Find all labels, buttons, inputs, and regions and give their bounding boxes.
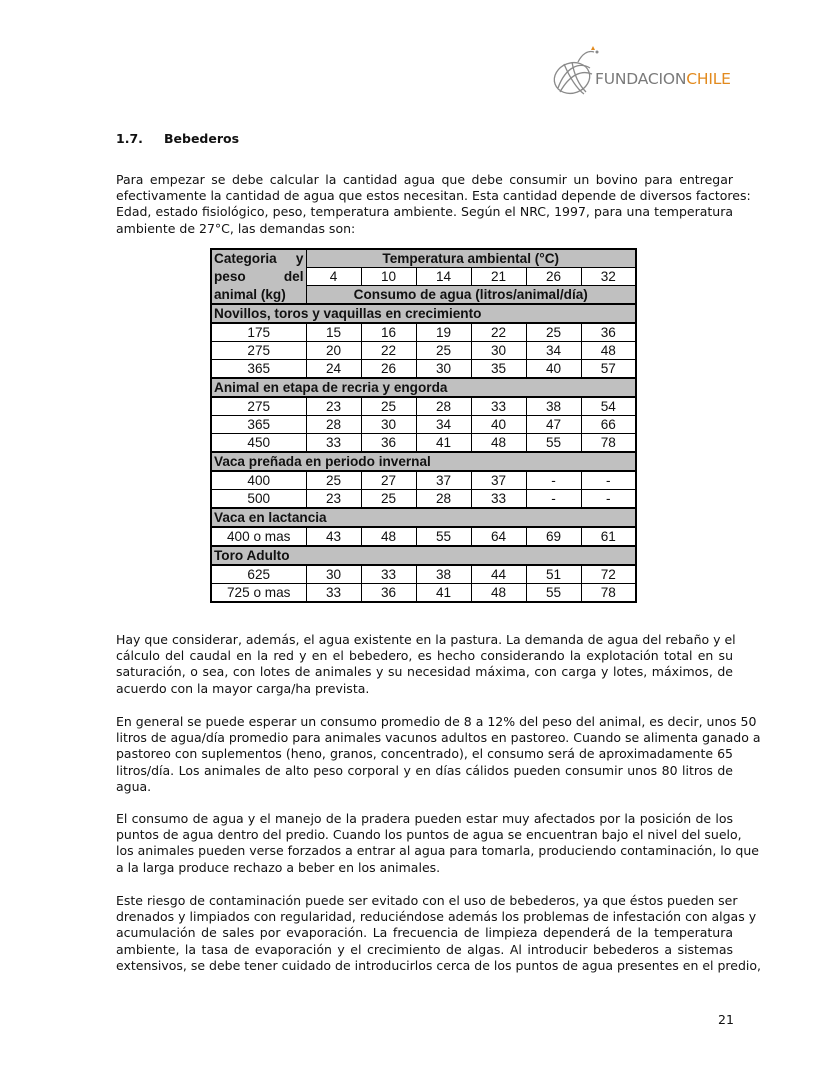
value-cell: 48	[471, 584, 526, 603]
text-line: litros/día. Los animales de alto peso corporal y en días cálidos pueden consumir unos 80 litros de	[116, 762, 733, 778]
table-label-line: animal (kg)	[211, 286, 306, 305]
temperature-cell: 14	[416, 268, 471, 286]
table-row	[211, 527, 636, 546]
text-line: los animales pueden verse forzados a entrar al agua para tomarla, produciendo contaminación, lo que	[116, 843, 759, 859]
text-line: drenados y limpiados con regularidad, reduciéndose además los problemas de infestación con algas y	[116, 909, 757, 925]
text-line: puntos de agua dentro del predio. Cuando los puntos de agua se encuentran bajo el nivel del suelo,	[116, 827, 742, 843]
category-row: Toro Adulto	[211, 546, 636, 565]
table-row	[211, 490, 636, 509]
value-cell: 57	[581, 360, 636, 379]
value-cell: 38	[416, 565, 471, 584]
paragraph-consumo	[116, 714, 761, 795]
weight-cell: 450	[211, 434, 306, 453]
text-line: agua.	[116, 778, 152, 794]
temperature-cell: 10	[361, 268, 416, 286]
value-cell: 55	[416, 527, 471, 546]
value-cell: 22	[471, 323, 526, 342]
value-cell: 43	[306, 527, 361, 546]
value-cell: 48	[471, 434, 526, 453]
value-cell: 33	[471, 490, 526, 509]
weight-cell: 400	[211, 471, 306, 490]
section-title: Bebederos	[164, 131, 240, 146]
text-line: saturación, o sea, con lotes de animales y su necesidad máxima, con carga y lotes, máximos, de	[116, 664, 733, 680]
temperature-cell: 32	[581, 268, 636, 286]
logo-text-fundacion: FUNDACION	[595, 70, 687, 88]
value-cell: 44	[471, 565, 526, 584]
consumption-header: Consumo de agua (litros/animal/día)	[306, 286, 636, 305]
value-cell: 28	[416, 490, 471, 509]
category-row: Animal en etapa de recria y engorda	[211, 378, 636, 397]
value-cell: 40	[526, 360, 581, 379]
value-cell: 23	[306, 490, 361, 509]
table-row	[211, 584, 636, 603]
paragraph-manejo	[116, 811, 759, 876]
value-cell: -	[581, 471, 636, 490]
value-cell: 51	[526, 565, 581, 584]
text-line: a la larga produce rechazo a beber en los animales.	[116, 859, 441, 875]
table-row	[211, 471, 636, 490]
value-cell: 30	[416, 360, 471, 379]
value-cell: 34	[526, 342, 581, 360]
weight-cell: 725 o mas	[211, 584, 306, 603]
value-cell: 33	[471, 397, 526, 416]
value-cell: 41	[416, 584, 471, 603]
value-cell: 61	[581, 527, 636, 546]
temperature-header: Temperatura ambiental (°C)	[306, 249, 636, 268]
text-line: Para empezar se debe calcular la cantidad agua que debe consumir un bovino para entregar	[116, 172, 733, 187]
value-cell: 23	[306, 397, 361, 416]
value-cell: 78	[581, 434, 636, 453]
text-line: cálculo del caudal en la red y en el bebedero, es hecho considerando la explotación total en su	[116, 648, 733, 664]
value-cell: 47	[526, 416, 581, 434]
value-cell: 25	[361, 397, 416, 416]
value-cell: 33	[306, 584, 361, 603]
section-number: 1.7.	[116, 131, 143, 146]
value-cell: 30	[471, 342, 526, 360]
text-line: acuerdo con la mayor carga/ha prevista.	[116, 680, 370, 696]
section-heading	[116, 131, 239, 146]
value-cell: 15	[306, 323, 361, 342]
table-row	[211, 416, 636, 434]
value-cell: 16	[361, 323, 416, 342]
text-line: efectivamente la cantidad de agua que estos necesitan. Esta cantidad depende de diversos factores:	[116, 188, 751, 204]
value-cell: 25	[416, 342, 471, 360]
paragraph-pastura	[116, 632, 736, 697]
text-line: extensivos, se debe tener cuidado de introducirlos cerca de los puntos de agua presentes en el predio,	[116, 957, 761, 973]
table-label-line: peso del	[211, 268, 306, 286]
temperature-cell: 4	[306, 268, 361, 286]
water-consumption-table	[210, 248, 637, 603]
value-cell: -	[526, 490, 581, 509]
intro-paragraph	[116, 172, 751, 237]
weight-cell: 275	[211, 397, 306, 416]
table-label-line: Categoria y	[211, 249, 306, 268]
category-row: Vaca en lactancia	[211, 508, 636, 527]
value-cell: 37	[471, 471, 526, 490]
value-cell: 19	[416, 323, 471, 342]
text-line: El consumo de agua y el manejo de la pradera pueden estar muy afectados por la posición de los	[116, 811, 733, 826]
temperature-cell: 26	[526, 268, 581, 286]
logo-text-chile: CHILE	[686, 70, 731, 88]
value-cell: 30	[306, 565, 361, 584]
value-cell: 34	[416, 416, 471, 434]
value-cell: 33	[361, 565, 416, 584]
value-cell: 30	[361, 416, 416, 434]
value-cell: 64	[471, 527, 526, 546]
value-cell: 38	[526, 397, 581, 416]
value-cell: 36	[361, 434, 416, 453]
table-row	[211, 360, 636, 379]
value-cell: 20	[306, 342, 361, 360]
text-line: acumulación de sales por evaporación. La frecuencia de limpieza dependerá de la temperatura	[116, 925, 733, 941]
weight-cell: 175	[211, 323, 306, 342]
value-cell: 48	[581, 342, 636, 360]
value-cell: 40	[471, 416, 526, 434]
value-cell: 55	[526, 434, 581, 453]
text-line: Hay que considerar, además, el agua existente en la pastura. La demanda de agua del rebaño y el	[116, 632, 736, 647]
value-cell: 66	[581, 416, 636, 434]
value-cell: 37	[416, 471, 471, 490]
value-cell: 55	[526, 584, 581, 603]
table-row	[211, 342, 636, 360]
text-line: ambiente, la tasa de evaporación y el crecimiento de algas. Al introducir bebederos a sistemas	[116, 941, 733, 957]
value-cell: -	[526, 471, 581, 490]
value-cell: 48	[361, 527, 416, 546]
value-cell: 25	[361, 490, 416, 509]
text-line: ambiente de 27°C, las demandas son:	[116, 220, 356, 236]
text-line: En general se puede esperar un consumo promedio de 8 a 12% del peso del animal, es decir, unos 50	[116, 714, 757, 729]
weight-cell: 365	[211, 360, 306, 379]
value-cell: 22	[361, 342, 416, 360]
paragraph-riesgo	[116, 893, 761, 974]
value-cell: 36	[361, 584, 416, 603]
category-row: Vaca preñada en periodo invernal	[211, 452, 636, 471]
value-cell: 54	[581, 397, 636, 416]
value-cell: 26	[361, 360, 416, 379]
value-cell: 36	[581, 323, 636, 342]
text-line: pastoreo con suplementos (heno, granos, concentrado), el consumo será de aproximadamente 65	[116, 746, 733, 762]
weight-cell: 365	[211, 416, 306, 434]
table-row	[211, 323, 636, 342]
value-cell: 41	[416, 434, 471, 453]
weight-cell: 500	[211, 490, 306, 509]
page-number: 21	[718, 1012, 734, 1027]
value-cell: 33	[306, 434, 361, 453]
table-row	[211, 565, 636, 584]
weight-cell: 400 o mas	[211, 527, 306, 546]
value-cell: 24	[306, 360, 361, 379]
text-line: Este riesgo de contaminación puede ser evitado con el uso de bebederos, ya que éstos pueden ser	[116, 893, 738, 908]
category-row: Novillos, toros y vaquillas en crecimiento	[211, 304, 636, 323]
value-cell: 27	[361, 471, 416, 490]
value-cell: 78	[581, 584, 636, 603]
table-row	[211, 434, 636, 453]
value-cell: 25	[526, 323, 581, 342]
value-cell: 69	[526, 527, 581, 546]
value-cell: 35	[471, 360, 526, 379]
weight-cell: 625	[211, 565, 306, 584]
table-row	[211, 397, 636, 416]
value-cell: -	[581, 490, 636, 509]
fundacion-chile-logo	[548, 44, 740, 100]
temperature-cell: 21	[471, 268, 526, 286]
value-cell: 28	[306, 416, 361, 434]
text-line: Edad, estado fisiológico, peso, temperatura ambiente. Según el NRC, 1997, para una temperatura	[116, 204, 733, 220]
value-cell: 25	[306, 471, 361, 490]
weight-cell: 275	[211, 342, 306, 360]
value-cell: 72	[581, 565, 636, 584]
value-cell: 28	[416, 397, 471, 416]
text-line: litros de agua/día promedio para animales vacunos adultos en pastoreo. Cuando se alimenta ganado a	[116, 730, 761, 746]
